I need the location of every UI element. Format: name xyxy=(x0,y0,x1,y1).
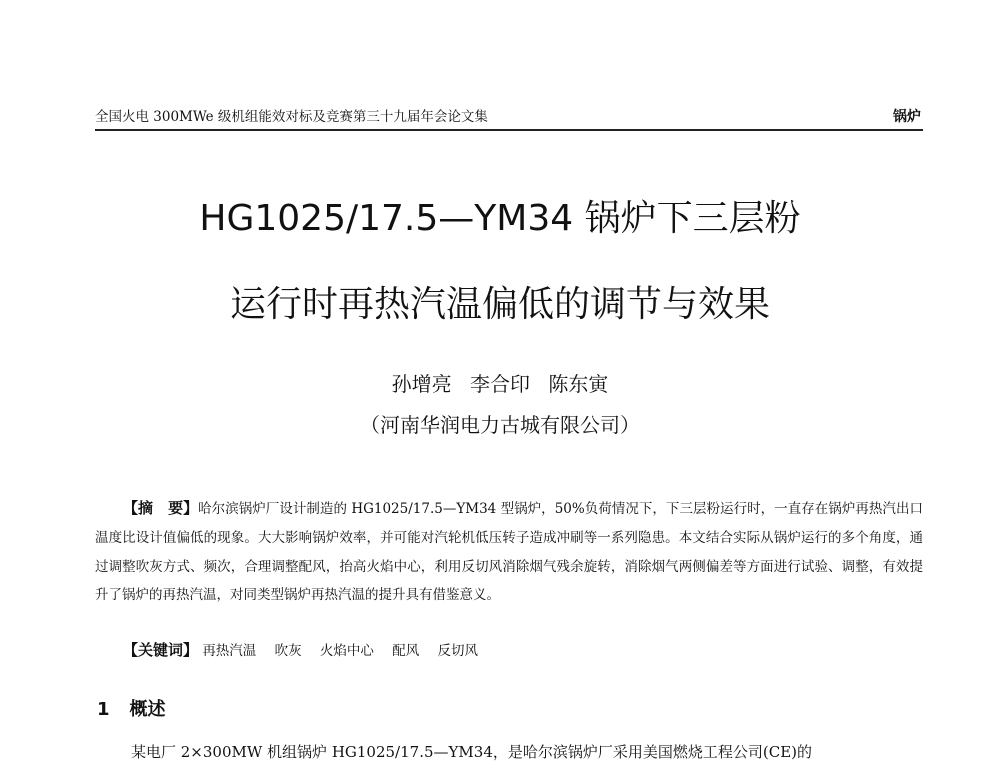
keyword: 配风 xyxy=(392,643,420,659)
keyword: 吹灰 xyxy=(274,643,302,659)
author-name: 李合印 xyxy=(470,372,530,396)
author-name: 孙增亮 xyxy=(391,372,452,396)
body-paragraph-first-line: 某电厂 2×300MW 机组锅炉 HG1025/17.5—YM34，是哈尔滨锅炉厂采用美国燃烧工程公司(CE)的 xyxy=(131,743,812,761)
section-category: 锅炉 xyxy=(893,109,921,125)
keywords-line xyxy=(123,637,923,664)
running-header xyxy=(95,107,923,131)
proceedings-title: 全国火电 300MWe 级机组能效对标及竞赛第三十九届年会论文集 xyxy=(95,109,488,125)
section-number: 1 xyxy=(97,699,110,720)
section-title: 概述 xyxy=(129,699,166,720)
author-list xyxy=(0,370,1000,398)
section-heading xyxy=(97,697,166,723)
keyword: 再热汽温 xyxy=(202,643,257,659)
abstract-text: 哈尔滨锅炉厂设计制造的 HG1025/17.5—YM34 型锅炉，50%负荷情况下，下三层粉运行时，一直存在锅炉再热汽出口温度比设计值偏低的现象。大大影响锅炉效率，并可能对汽轮机低压转子造成冲刷等一系列隐患。本文结合实际从锅炉运行的多个角度，通过调整吹灰方式、频次，合理调整配风，抬高火焰中心，利用反切风消除烟气残余旋转，消除烟气两侧偏差等方面进行试验、调整，有效提升了锅炉的再热汽温，对同类型锅炉再热汽温的提升具有借鉴意义。 xyxy=(95,501,923,604)
author-affiliation: （河南华润电力古城有限公司） xyxy=(360,413,640,437)
author-name: 陈东寅 xyxy=(548,372,609,396)
keyword: 反切风 xyxy=(437,643,478,659)
paper-title-line-2: 运行时再热汽温偏低的调节与效果 xyxy=(229,284,770,325)
abstract-paragraph xyxy=(95,494,923,610)
paper-title-line-1: HG1025/17.5—YM34 锅炉下三层粉 xyxy=(199,198,801,239)
keyword: 火焰中心 xyxy=(319,643,374,659)
keywords-label: 【关键词】 xyxy=(123,641,199,659)
abstract-label: 【摘 要】 xyxy=(123,499,199,517)
